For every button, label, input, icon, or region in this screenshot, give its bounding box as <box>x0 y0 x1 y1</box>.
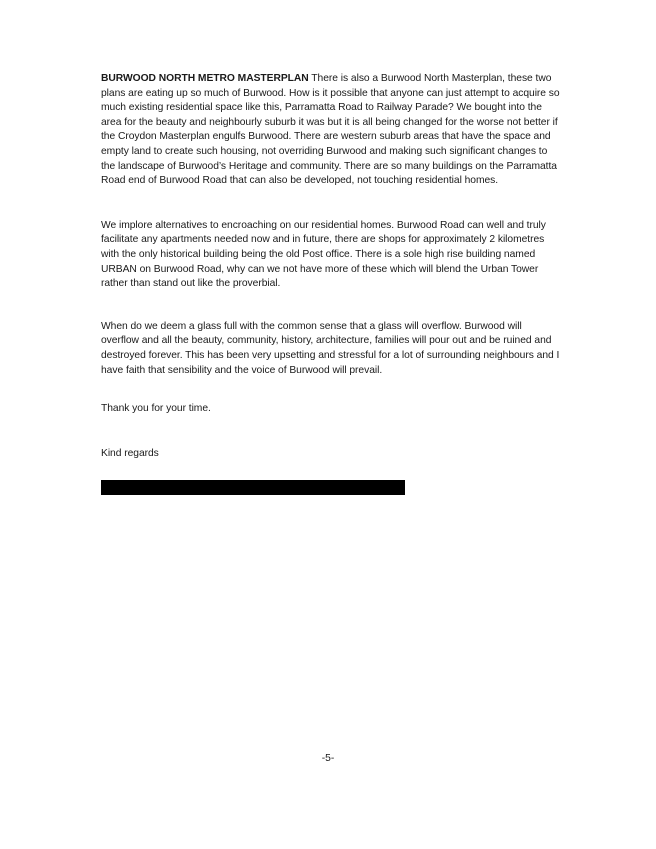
paragraph-alternatives: We implore alternatives to encroaching on our residential homes. Burwood Road can well and truly facilitate any apartments needed now and in future, there are shops for approximately 2 kilometres with the only historical building being the old Post office. There is a sole high rise building named URBAN on Burwood Road, why can we not have more of these which will blend the Urban Tower rather than stand out like the proverbial. <box>101 219 546 290</box>
page-number: -5- <box>321 753 335 764</box>
closing-line: Kind regards <box>101 447 159 459</box>
redacted-signature-block <box>101 480 405 495</box>
paragraph-glass-overflow: When do we deem a glass full with the common sense that a glass will overflow. Burwood will overflow and all the beauty, community, history, architecture, families will pour out and be ruined and destroyed forever. This has been very upsetting and stressful for a lot of surrounding neighbours and I have faith that sensibility and the voice of Burwood will prevail. <box>101 320 560 376</box>
thanks-line: Thank you for your time. <box>101 403 211 415</box>
paragraph-burwood-north-masterplan <box>101 72 561 189</box>
letter-body <box>101 72 561 461</box>
section-heading: BURWOOD NORTH METRO MASTERPLAN <box>101 73 309 84</box>
paragraph-text: There is also a Burwood North Masterplan, these two plans are eating up so much of Burwood. How is it possible that anyone can just attempt to acquire so much existing residential space like this, Parramatta Road to Railway Parade? We bought into the area for the beauty and neighbourly suburb it was but it is all being changed for the worse not better if the Croydon Masterplan engulfs Burwood. There are western suburb areas that have the space and empty land to create such housing, not overriding Burwood and making such significant changes to the landscape of Burwood’s Heritage and community. There are so many buildings on the Parramatta Road end of Burwood Road that can also be developed, not touching residential homes. <box>101 73 560 187</box>
